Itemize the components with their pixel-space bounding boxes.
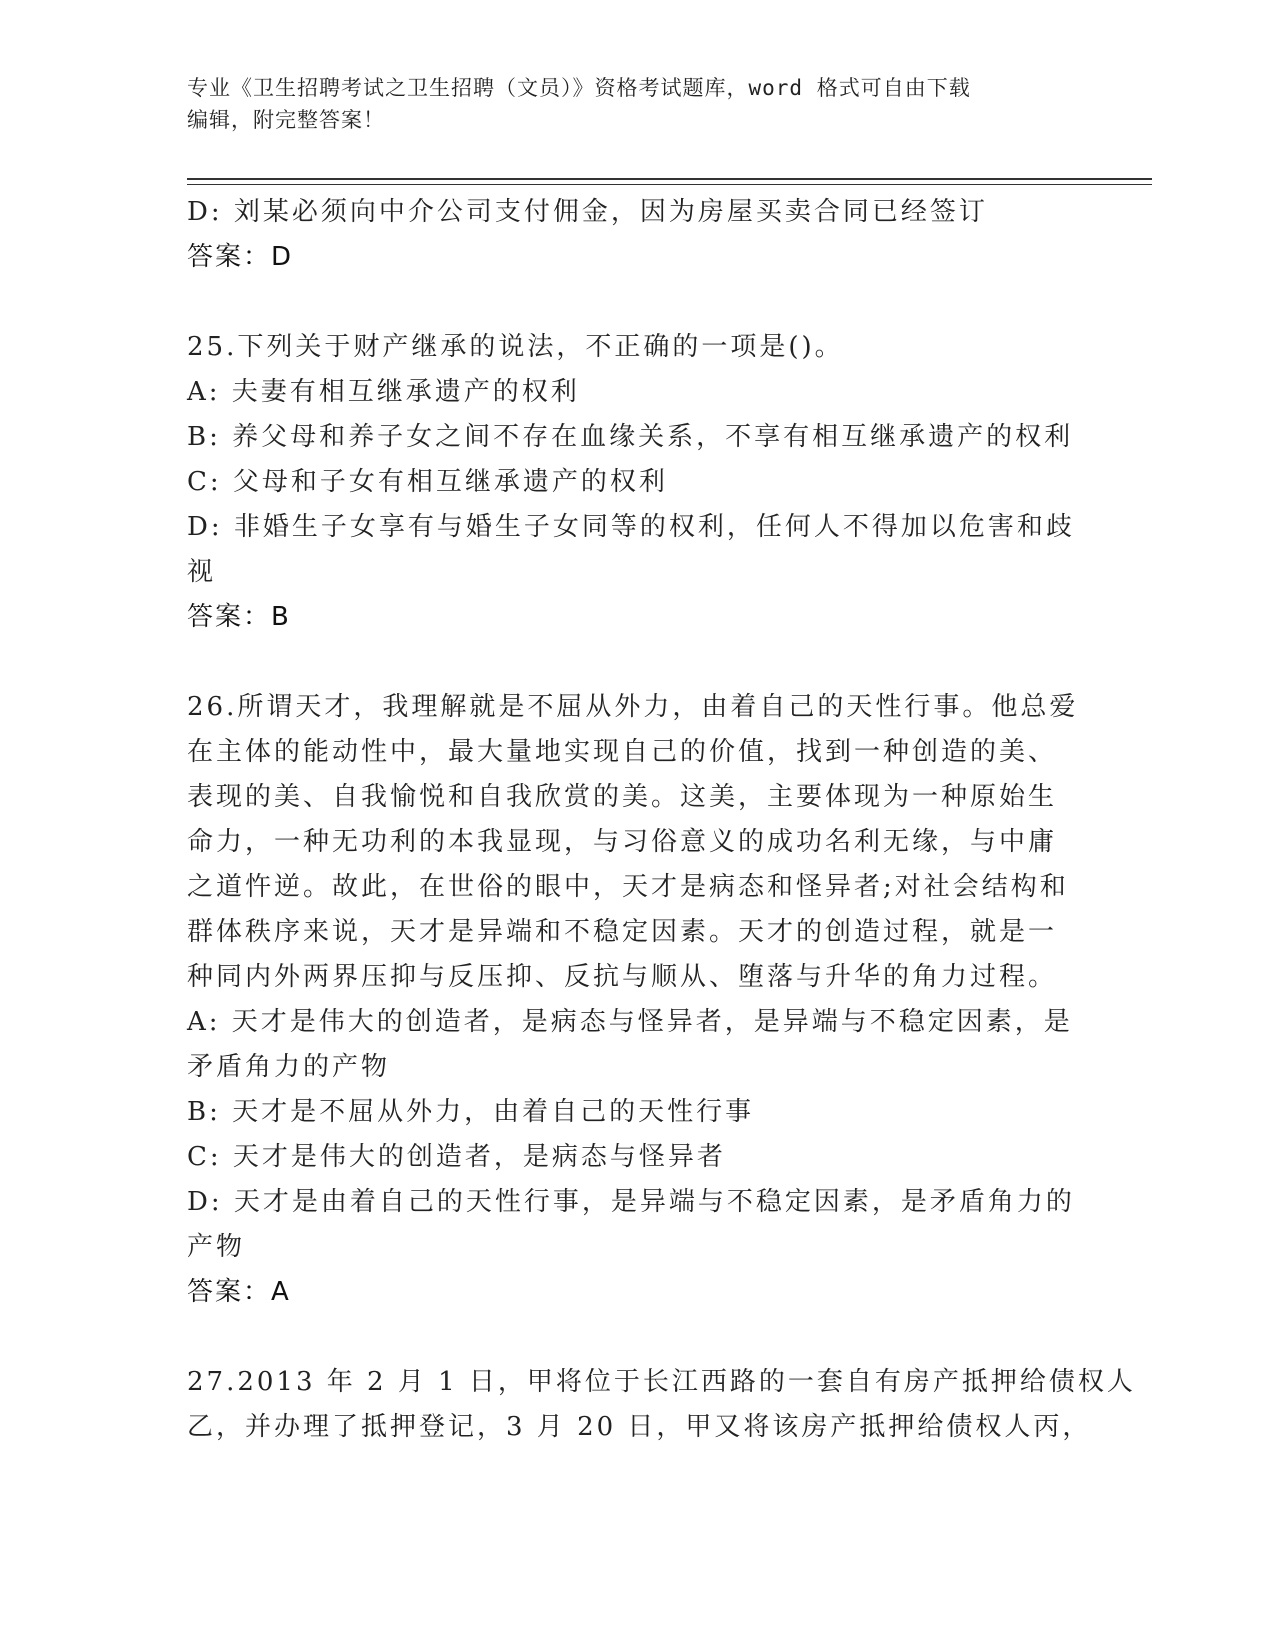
option-c: C: 父母和子女有相互继承遗产的权利 xyxy=(187,467,668,497)
option-d: D: 非婚生子女享有与婚生子女同等的权利，任何人不得加以危害和歧 xyxy=(187,512,1075,542)
option-a: A: 夫妻有相互继承遗产的权利 xyxy=(187,377,580,407)
option-d-continued: 视 xyxy=(187,557,217,587)
question-stem-line: 命力，一种无功利的本我显现，与习俗意义的成功名利无缘，与中庸 xyxy=(187,827,1058,857)
option-d-continued: 产物 xyxy=(187,1232,246,1262)
question-stem-line: 群体秩序来说，天才是异端和不稳定因素。天才的创造过程，就是一 xyxy=(187,917,1058,947)
option-a-continued: 矛盾角力的产物 xyxy=(187,1052,391,1082)
question-block-24 xyxy=(187,190,1087,280)
question-stem: 25.下列关于财产继承的说法，不正确的一项是()。 xyxy=(187,332,844,362)
question-content xyxy=(187,190,1136,1450)
question-stem-line: 之道忤逆。故此，在世俗的眼中，天才是病态和怪异者;对社会结构和 xyxy=(187,872,1069,902)
header-rule-thin xyxy=(187,184,1152,185)
document-header xyxy=(187,72,1067,136)
option-c: C: 天才是伟大的创造者，是病态与怪异者 xyxy=(187,1142,726,1172)
question-block-26 xyxy=(187,685,1087,1315)
question-stem-line: 表现的美、自我愉悦和自我欣赏的美。这美，主要体现为一种原始生 xyxy=(187,782,1058,812)
option-b: B: 养父母和养子女之间不存在血缘关系，不享有相互继承遗产的权利 xyxy=(187,422,1074,452)
option-d: D: 刘某必须向中介公司支付佣金，因为房屋买卖合同已经签订 xyxy=(187,197,988,227)
option-a: A: 天才是伟大的创造者，是病态与怪异者，是异端与不稳定因素，是 xyxy=(187,1007,1073,1037)
question-block-25 xyxy=(187,325,1087,640)
question-block-27 xyxy=(187,1360,1136,1450)
question-stem: 26.所谓天才，我理解就是不屈从外力，由着自己的天性行事。他总爱 xyxy=(187,692,1079,722)
option-b: B: 天才是不屈从外力，由着自己的天性行事 xyxy=(187,1097,755,1127)
option-d: D: 天才是由着自己的天性行事，是异端与不稳定因素，是矛盾角力的 xyxy=(187,1187,1075,1217)
header-rule-thick xyxy=(187,178,1152,180)
answer-line: 答案：A xyxy=(187,1277,291,1307)
question-stem: 27.2013 年 2 月 1 日，甲将位于长江西路的一套自有房产抵押给债权人 xyxy=(187,1367,1136,1397)
question-stem-line: 在主体的能动性中，最大量地实现自己的价值，找到一种创造的美、 xyxy=(187,737,1058,767)
header-line-2: 编辑，附完整答案！ xyxy=(187,108,385,132)
answer-line: 答案：D xyxy=(187,242,294,272)
header-line-1: 专业《卫生招聘考试之卫生招聘（文员）》资格考试题库，word 格式可自由下载 xyxy=(187,76,971,100)
answer-line: 答案：B xyxy=(187,602,291,632)
question-stem-line: 乙，并办理了抵押登记，3 月 20 日，甲又将该房产抵押给债权人丙， xyxy=(187,1412,1092,1442)
question-stem-line: 种同内外两界压抑与反压抑、反抗与顺从、堕落与升华的角力过程。 xyxy=(187,962,1058,992)
